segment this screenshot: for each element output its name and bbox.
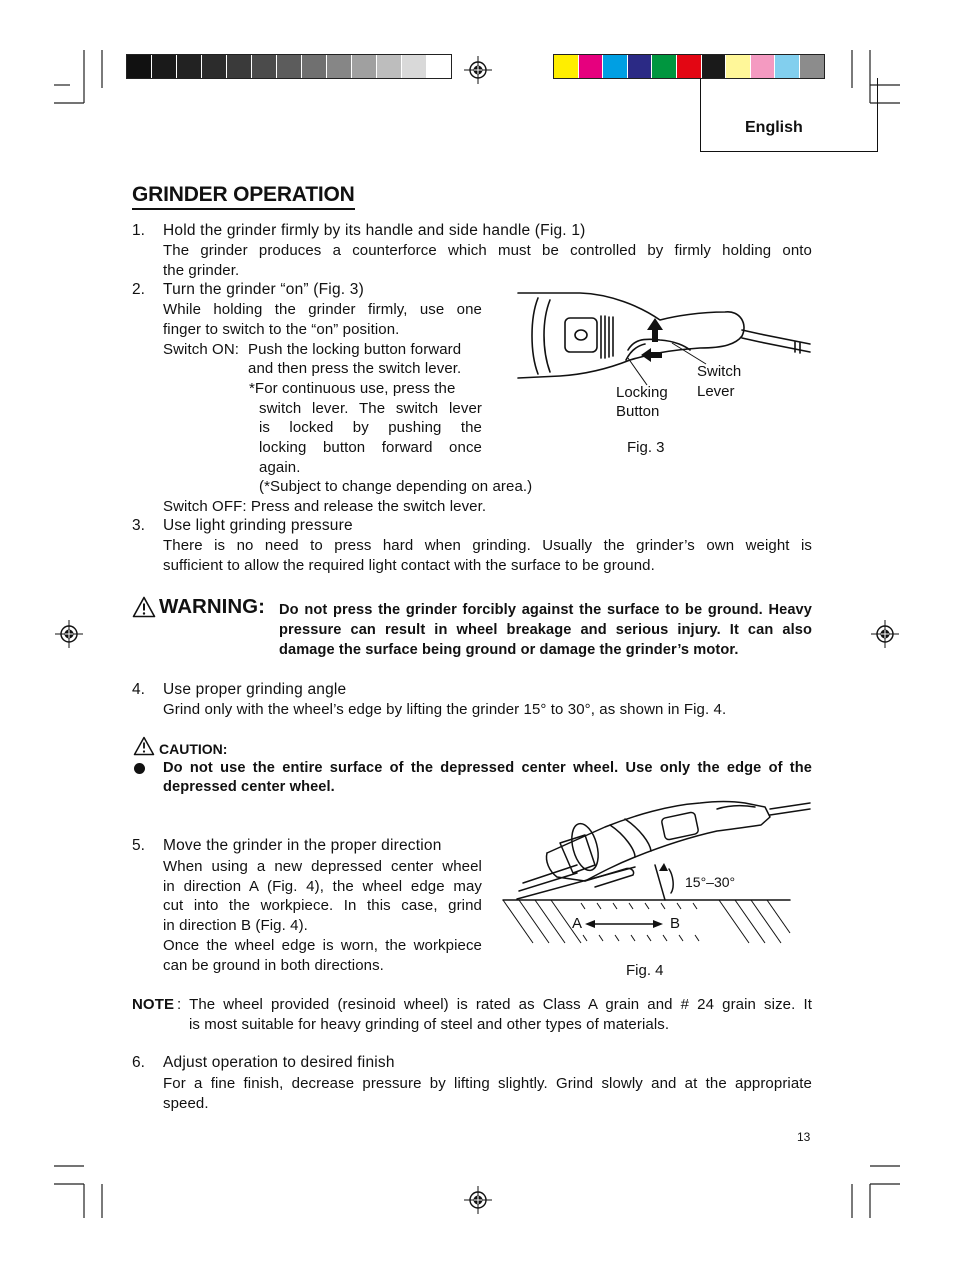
color-swatch (627, 55, 652, 78)
page-number: 13 (797, 1130, 811, 1144)
step-6-body-line: For a fine finish, decrease pressure by lifting slightly. Grind slowly and at the appropriate (163, 1075, 812, 1092)
switch-on-line: Push the locking button forward (248, 341, 462, 358)
color-calibration-bar (553, 54, 825, 79)
grayscale-swatch (226, 55, 251, 78)
grayscale-swatch (251, 55, 276, 78)
caution-label: CAUTION: (159, 741, 228, 757)
language-tab (700, 78, 878, 152)
step-2-body-line: finger to switch to the “on” position. (163, 321, 400, 338)
step-5-body-line: can be ground in both directions. (163, 957, 384, 974)
color-swatch (651, 55, 676, 78)
continuous-use-line: again. (259, 459, 301, 476)
step-4-heading: Use proper grinding angle (163, 681, 347, 698)
fig4-angle-label: 15°–30° (685, 874, 736, 890)
grayscale-swatch (176, 55, 201, 78)
grayscale-swatch (326, 55, 351, 78)
continuous-use-line: switch lever. The switch lever (259, 400, 482, 417)
registration-mark-bottom (464, 1186, 492, 1214)
warning-triangle-icon (132, 596, 156, 618)
switch-off-line: Switch OFF: Press and release the switch lever. (163, 498, 487, 515)
step-6-number: 6. (132, 1054, 145, 1071)
step-5-body-line: in direction B (Fig. 4). (163, 917, 308, 934)
fig3-switch-lever-label: Switch (697, 363, 742, 380)
step-2-heading: Turn the grinder “on” (Fig. 3) (163, 281, 364, 298)
color-swatch (554, 55, 578, 78)
step-1-body-line: the grinder. (163, 262, 240, 279)
color-swatch (725, 55, 750, 78)
fig3-caption: Fig. 3 (627, 439, 665, 456)
color-swatch (750, 55, 775, 78)
continuous-use-line: is locked by pushing the (259, 419, 482, 436)
color-swatch (602, 55, 627, 78)
step-5-body-line: When using a new depressed center wheel (163, 858, 482, 875)
grayscale-swatch (151, 55, 176, 78)
step-5-body-line: cut into the workpiece. In this case, grind (163, 897, 482, 914)
fig4-caption: Fig. 4 (626, 962, 664, 979)
grayscale-swatch (401, 55, 426, 78)
grayscale-swatch (301, 55, 326, 78)
grayscale-swatch (201, 55, 226, 78)
grayscale-swatch (351, 55, 376, 78)
caution-bullet (134, 763, 145, 774)
color-swatch (701, 55, 726, 78)
fig3-switch-lever-label: Lever (697, 383, 735, 400)
color-swatch (676, 55, 701, 78)
grayscale-swatch (376, 55, 401, 78)
fig4-grinding-angle-illustration (485, 795, 815, 947)
step-3-number: 3. (132, 517, 145, 534)
color-swatch (578, 55, 603, 78)
section-title: GRINDER OPERATION (132, 183, 355, 210)
step-3-heading: Use light grinding pressure (163, 517, 353, 534)
warning-text-line: damage the surface being ground or damage the grinder’s motor. (279, 642, 739, 658)
switch-on-line: and then press the switch lever. (248, 360, 462, 377)
step-5-heading: Move the grinder in the proper direction (163, 837, 442, 854)
switch-on-label: Switch ON: (163, 341, 240, 358)
step-2-number: 2. (132, 281, 145, 298)
step-5-body-line: in direction A (Fig. 4), the wheel edge may (163, 878, 482, 895)
step-6-heading: Adjust operation to desired finish (163, 1054, 395, 1071)
step-3-body-line: sufficient to allow the required light contact with the surface to be ground. (163, 557, 655, 574)
color-swatch (774, 55, 799, 78)
step-5-number: 5. (132, 837, 145, 854)
fig3-locking-button-label: Locking (616, 384, 668, 401)
registration-mark-left (55, 620, 83, 648)
warning-text-line: Do not press the grinder forcibly against the surface to be ground. Heavy (279, 602, 812, 618)
note-text-line: is most suitable for heavy grinding of steel and other types of materials. (189, 1016, 670, 1033)
step-4-body-line: Grind only with the wheel’s edge by lifting the grinder 15° to 30°, as shown in Fig. 4. (163, 701, 727, 718)
step-2-body-line: While holding the grinder firmly, use one (163, 301, 482, 318)
caution-text-line: Do not use the entire surface of the depressed center wheel. Use only the edge of the (163, 760, 812, 776)
note-text-line: : The wheel provided (resinoid wheel) is rated as Class A grain and # 24 grain size. It (177, 996, 812, 1013)
grayscale-swatch (426, 55, 451, 78)
warning-text-line: pressure can result in wheel breakage and serious injury. It can also (279, 622, 812, 638)
warning-label: WARNING: (159, 595, 265, 618)
grayscale-swatch (127, 55, 151, 78)
fig4-direction-b-label: B (670, 915, 681, 932)
continuous-use-line: *For continuous use, press the (249, 380, 456, 397)
color-swatch (799, 55, 824, 78)
continuous-use-line: (*Subject to change depending on area.) (259, 478, 533, 495)
fig3-grinder-switch-illustration (510, 288, 815, 388)
step-3-body-line: There is no need to press hard when grinding. Usually the grinder’s own weight is (163, 537, 812, 554)
step-1-number: 1. (132, 222, 145, 239)
fig3-locking-button-label: Button (616, 403, 660, 420)
step-4-number: 4. (132, 681, 145, 698)
step-5-body-line: Once the wheel edge is worn, the workpiece (163, 937, 482, 954)
caution-text-line: depressed center wheel. (163, 779, 335, 795)
grayscale-swatch (276, 55, 301, 78)
step-1-body-line: The grinder produces a counterforce which must be controlled by firmly holding onto (163, 242, 812, 259)
step-6-body-line: speed. (163, 1095, 209, 1112)
note-label: NOTE (132, 996, 175, 1013)
continuous-use-line: locking button forward once (259, 439, 482, 456)
registration-mark-right (871, 620, 899, 648)
fig4-direction-a-label: A (572, 915, 583, 932)
caution-triangle-icon (133, 736, 155, 756)
step-1-heading: Hold the grinder firmly by its handle and side handle (Fig. 1) (163, 222, 586, 239)
language-tab-label: English (745, 119, 803, 136)
grayscale-calibration-bar (126, 54, 452, 79)
registration-mark-top (464, 56, 492, 84)
